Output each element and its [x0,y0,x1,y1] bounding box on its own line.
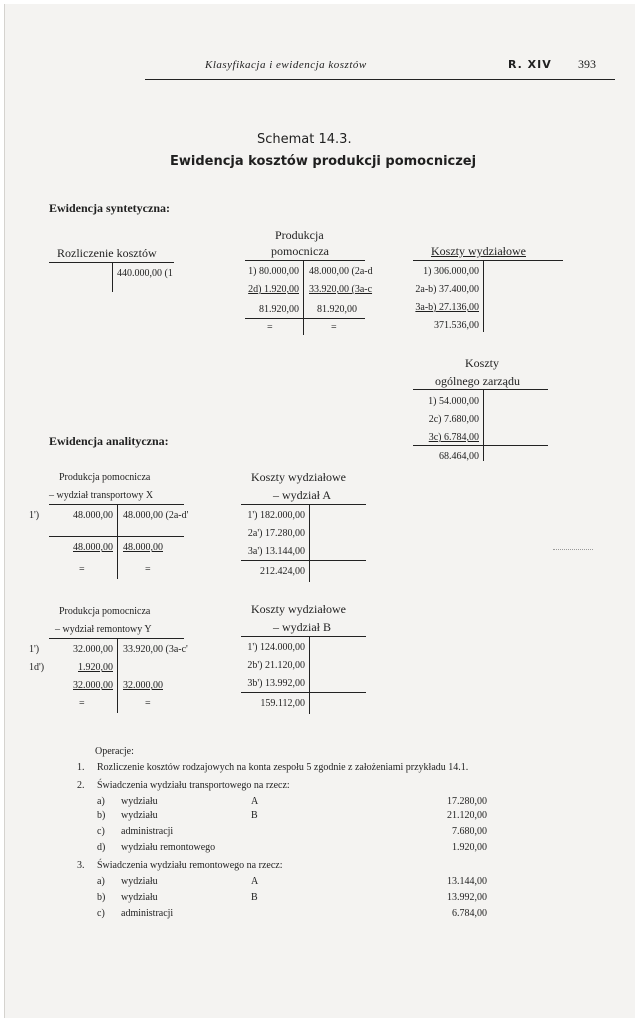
operation-text: Świadczenia wydziału remontowego na rzecz: [97,860,283,871]
operation-number: 2. [77,780,85,791]
wydzialowe-rule [413,260,563,261]
remont-r1-mark: 1') [29,644,40,655]
operation-number: c) [97,908,105,919]
remont-divider [117,638,118,713]
wydzialA-divider [309,504,310,582]
zarzadu-rule [413,389,548,390]
wydzialA-r3: 3a') 13.144,00 [247,546,305,557]
operation-target: A [251,796,259,807]
operation-text: Świadczenia wydziału transportowego na rzecz: [97,780,290,791]
wydzialowe-title: Koszty wydziałowe [431,244,526,258]
wydzialA-total: 212.424,00 [260,566,305,577]
operation-text: wydziału [121,876,158,887]
zarzadu-r3: 3c) 6.784,00 [428,432,479,443]
operation-number: a) [97,876,105,887]
operation-target: B [251,892,258,903]
remont-r2-mark: 1d') [29,662,45,673]
operation-amount: 13.992,00 [447,892,487,903]
chapter-label: R. XIV [508,58,552,71]
transport-title-2: – wydział transportowy X [49,490,154,501]
wydzialB-total: 159.112,00 [260,698,305,709]
wydzialB-r3: 3b') 13.992,00 [247,678,305,689]
synthetic-heading: Ewidencja syntetyczna: [49,201,170,215]
running-title: Klasyfikacja i ewidencja kosztów [205,59,367,71]
wydzialowe-r2: 2a-b) 37.400,00 [415,284,479,295]
operation-text: wydziału [121,810,158,821]
wydzialB-total-rule [241,692,366,693]
scan-mark [553,549,593,550]
zarzadu-title-2: ogólnego zarządu [435,374,520,388]
operation-text: wydziału [121,892,158,903]
produkcja-title-2: pomocnicza [271,244,329,258]
operation-number: c) [97,826,105,837]
operation-text: wydziału remontowego [121,842,216,853]
analytical-heading: Ewidencja analityczna: [49,434,169,448]
wydzialB-divider [309,636,310,714]
wydzialA-title-1: Koszty wydziałowe [251,470,346,484]
operation-text: administracji [121,908,174,919]
produkcja-eq-right: = [331,322,337,333]
produkcja-divider [303,260,304,335]
wydzialB-rule [241,636,366,637]
wydzialB-r1: 1') 124.000,00 [247,642,305,653]
zarzadu-total-rule [413,445,548,446]
transport-eq-right: = [145,564,151,575]
remont-total-credit: 32.000,00 [123,680,163,691]
produkcja-total-credit: 81.920,00 [317,304,357,315]
wydzialowe-divider [483,260,484,332]
header-rule [145,79,615,80]
remont-title-1: Produkcja pomocnicza [59,606,151,617]
operation-number: a) [97,796,105,807]
zarzadu-total: 68.464,00 [439,451,479,462]
wydzialB-title-1: Koszty wydziałowe [251,602,346,616]
rozliczenie-divider [112,262,113,292]
operation-number: d) [97,842,106,853]
produkcja-eq-left: = [267,322,273,333]
wydzialA-r1: 1') 182.000,00 [247,510,305,521]
operation-number: 3. [77,860,85,871]
remont-r1-debit: 32.000,00 [73,644,113,655]
scheme-title: Ewidencja kosztów produkcji pomocniczej [170,154,477,169]
produkcja-rule [245,260,365,261]
transport-total-debit: 48.000,00 [73,542,113,553]
operation-target: A [251,876,259,887]
transport-divider [117,504,118,579]
operation-number: b) [97,810,106,821]
produkcja-r2-debit: 2d) 1.920,00 [248,284,299,295]
produkcja-total-rule [245,318,365,319]
wydzialA-title-2: – wydział A [273,488,331,502]
produkcja-title-1: Produkcja [275,228,324,242]
operation-amount: 17.280,00 [447,796,487,807]
operation-text: Rozliczenie kosztów rodzajowych na konta zespołu 5 zgodnie z założeniami przykładu 14.1. [97,762,469,773]
produkcja-r1-credit: 48.000,00 (2a-d [309,266,373,277]
operation-text: administracji [121,826,174,837]
operation-text: wydziału [121,796,158,807]
transport-eq-left: = [79,564,85,575]
operation-amount: 7.680,00 [452,826,487,837]
operation-number: 1. [77,762,85,773]
remont-eq-left: = [79,698,85,709]
zarzadu-divider [483,389,484,461]
rozliczenie-title: Rozliczenie kosztów [57,246,157,260]
operation-amount: 21.120,00 [447,810,487,821]
operations-heading: Operacje: [95,746,134,757]
transport-title-1: Produkcja pomocnicza [59,472,151,483]
rozliczenie-value: 440.000,00 (1 [117,268,173,279]
operation-amount: 1.920,00 [452,842,487,853]
produkcja-r2-credit: 33.920,00 (3a-c [309,284,373,295]
transport-r1-mark: 1') [29,510,40,521]
remont-r2-debit: 1.920,00 [78,662,113,673]
wydzialB-r2: 2b') 21.120,00 [247,660,305,671]
transport-total-credit: 48.000,00 [123,542,163,553]
remont-title-2: – wydział remontowy Y [55,624,152,635]
operation-target: B [251,810,258,821]
operation-amount: 6.784,00 [452,908,487,919]
transport-r1-credit: 48.000,00 (2a-d' [123,510,189,521]
wydzialowe-r3: 3a-b) 27.136,00 [415,302,479,313]
transport-total-rule-top [49,536,184,537]
wydzialB-title-2: – wydział B [273,620,331,634]
produkcja-total-debit: 81.920,00 [259,304,299,315]
wydzialA-r2: 2a') 17.280,00 [247,528,305,539]
wydzialowe-total: 371.536,00 [434,320,479,331]
remont-eq-right: = [145,698,151,709]
wydzialA-rule [241,504,366,505]
operation-number: b) [97,892,106,903]
zarzadu-r1: 1) 54.000,00 [428,396,479,407]
operation-amount: 13.144,00 [447,876,487,887]
zarzadu-r2: 2c) 7.680,00 [428,414,479,425]
scheme-label: Schemat 14.3. [257,132,352,147]
wydzialowe-r1: 1) 306.000,00 [423,266,479,277]
remont-total-debit: 32.000,00 [73,680,113,691]
book-page [4,4,635,1018]
page-number: 393 [578,57,596,71]
remont-r1-credit: 33.920,00 (3a-c' [123,644,188,655]
zarzadu-title-1: Koszty [465,356,499,370]
produkcja-r1-debit: 1) 80.000,00 [248,266,299,277]
transport-r1-debit: 48.000,00 [73,510,113,521]
wydzialA-total-rule [241,560,366,561]
